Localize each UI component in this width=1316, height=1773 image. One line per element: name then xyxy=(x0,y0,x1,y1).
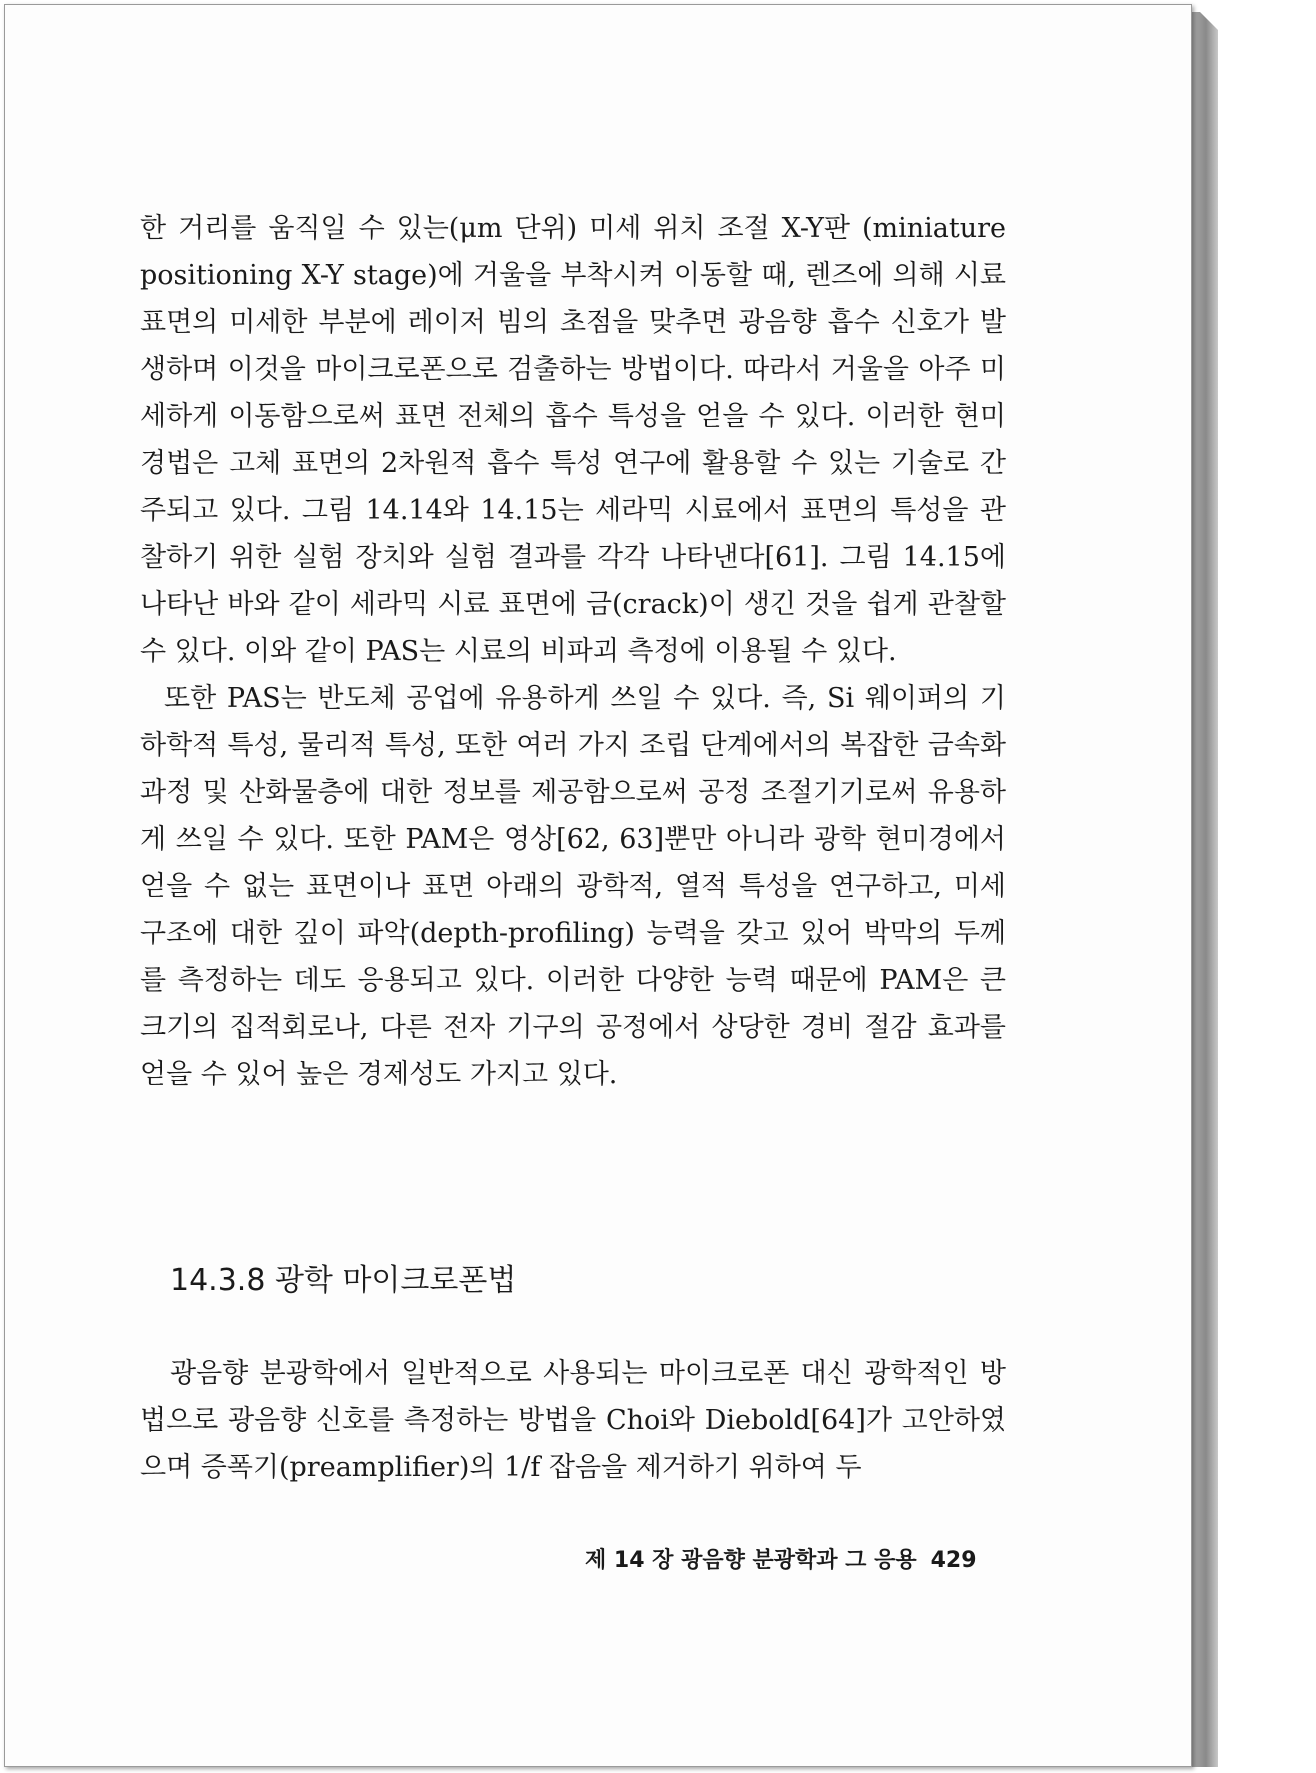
paragraph-1: 한 거리를 움직일 수 있는(μm 단위) 미세 위치 조절 X-Y판 (miniature positioning X-Y stage)에 거울을 부착시켜 이동할 때, 렌즈에 의해 시료 표면의 미세한 부분에 레이저 빔의 초점을 맞추면 광음향 흡수 신호가 발생하며 이것을 마이크로폰으로 검출하는 방법이다. 따라서 거울을 아주 미세하게 이동함으로써 표면 전체의 흡수 특성을 얻을 수 있다. 이러한 현미경법은 고체 표면의 2차원적 흡수 특성 연구에 활용할 수 있는 기술로 간주되고 있다. 그림 14.14와 14.15는 세라믹 시료에서 표면의 특성을 관찰하기 위한 실험 장치와 실험 결과를 각각 나타낸다[61]. 그림 14.15에 나타난 바와 같이 세라믹 시료 표면에 금(crack)이 생긴 것을 쉽게 관찰할 수 있다. 이와 같이 PAS는 시료의 비파괴 측정에 이용될 수 있다. xyxy=(140,213,1006,667)
chapter-title: 제 14 장 광음향 분광학과 그 응용 xyxy=(585,1548,917,1573)
page-number: 429 xyxy=(930,1548,977,1573)
section-paragraph: 광음향 분광학에서 일반적으로 사용되는 마이크로폰 대신 광학적인 방법으로 광음향 신호를 측정하는 방법을 Choi와 Diebold[64]가 고안하였으며 증폭기(preamplifier)의 1/f 잡음을 제거하기 위하여 두 xyxy=(140,1358,1006,1483)
body-text xyxy=(140,205,1006,1098)
book-page xyxy=(4,4,1192,1767)
paragraph-2: 또한 PAS는 반도체 공업에 유용하게 쓰일 수 있다. 즉, Si 웨이퍼의 기하학적 특성, 물리적 특성, 또한 여러 가지 조립 단계에서의 복잡한 금속화 과정 및 산화물층에 대한 정보를 제공함으로써 공정 조절기기로써 유용하게 쓰일 수 있다. 또한 PAM은 영상[62, 63]뿐만 아니라 광학 현미경에서 얻을 수 없는 표면이나 표면 아래의 광학적, 열적 특성을 연구하고, 미세 구조에 대한 깊이 파악(depth-profiling) 능력을 갖고 있어 박막의 두께를 측정하는 데도 응용되고 있다. 이러한 다양한 능력 때문에 PAM은 큰 크기의 집적회로나, 다른 전자 기구의 공정에서 상당한 경비 절감 효과를 얻을 수 있어 높은 경제성도 가지고 있다. xyxy=(140,683,1006,1090)
section-heading: 14.3.8 광학 마이크로폰법 xyxy=(170,1263,517,1298)
page-stack-edge xyxy=(1188,12,1218,1767)
running-footer xyxy=(585,1543,977,1574)
section-text xyxy=(140,1350,1006,1491)
